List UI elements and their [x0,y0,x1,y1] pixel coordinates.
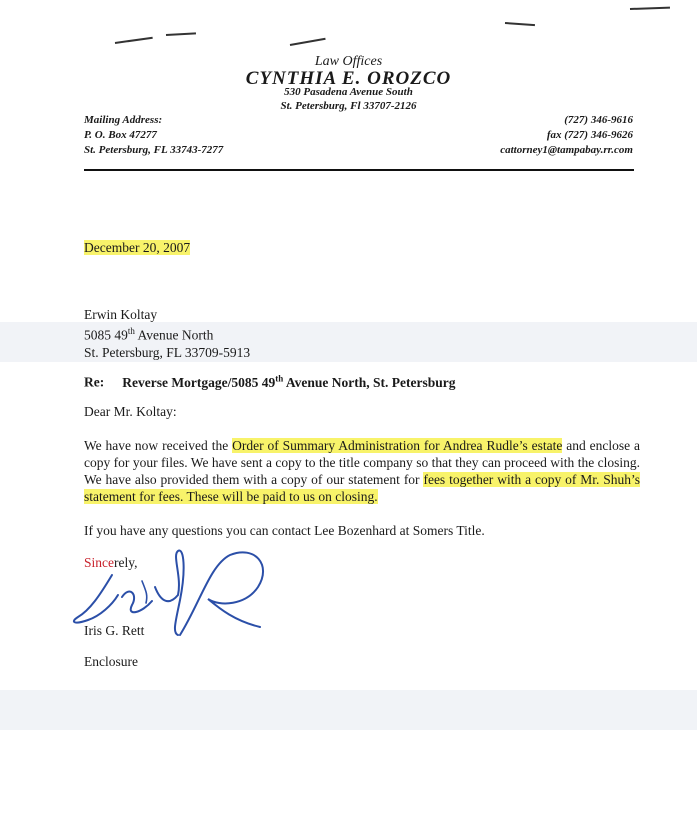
signer-name: Iris G. Rett [84,623,145,638]
firm-name: CYNTHIA E. OROZCO [245,68,452,89]
fax: fax (727) 346-9626 [546,129,633,141]
scan-mark [630,7,670,10]
re-subject-b: Avenue North, St. Petersburg [283,374,456,390]
recipient-address [84,306,250,361]
body-paragraph [84,437,640,505]
firm-label: Law Offices [314,54,383,69]
scan-mark [290,38,326,46]
body-text-2: and enclose a copy for your files. We have sent a copy to the title company so that they can proceed with the closing. We have also provided them with a copy of our statement for [84,438,640,487]
letter-date-text: December 20, 2007 [84,240,191,255]
re-subject-sup: th [275,373,284,383]
recipient-street-num: 5085 49 [84,327,128,343]
email: cattorney1@tampabay.rr.com [500,144,633,156]
letterhead-divider [84,169,634,171]
re-label: Re: [84,374,105,390]
recipient-street-sup: th [127,326,135,336]
firm-city: St. Petersburg, Fl 33707-2126 [280,100,417,112]
enclosure-note: Enclosure [84,654,138,669]
po-box: P. O. Box 47277 [84,129,157,141]
body-highlight-2: fees together with a copy of Mr. Shuh’s statement for fees. These will be paid to us on closing. [84,472,640,504]
closing-red-text: Since [84,555,114,570]
scan-mark [115,37,153,44]
body-text-1: We have now received the [84,438,233,453]
recipient-street [84,323,250,344]
mailing-city: St. Petersburg, FL 33743-7277 [84,144,224,156]
scan-artifact-band [0,690,697,730]
recipient-street-rest: Avenue North [134,327,214,343]
phone: (727) 346-9616 [564,114,633,126]
scan-mark [505,22,535,26]
recipient-name: Erwin Koltay [84,307,158,322]
scan-mark [166,32,196,36]
body-highlight-1: Order of Summary Administration for Andrea Rudle’s estate [232,438,563,453]
recipient-city: St. Petersburg, FL 33709-5913 [84,344,251,360]
firm-street: 530 Pasadena Avenue South [284,86,413,98]
salutation: Dear Mr. Koltay: [84,404,177,419]
re-subject [122,375,455,390]
closing-text: rely, [114,555,138,570]
handwritten-signature [60,525,290,655]
re-subject-a: Reverse Mortgage/5085 49 [122,374,276,390]
letter-date [84,240,190,256]
mailing-label: Mailing Address: [84,114,163,126]
contact-paragraph: If you have any questions you can contact Lee Bozenhard at Somers Title. [84,523,485,538]
mailing-address-block [84,113,223,158]
subject-line [84,373,455,391]
contact-block [500,113,633,158]
